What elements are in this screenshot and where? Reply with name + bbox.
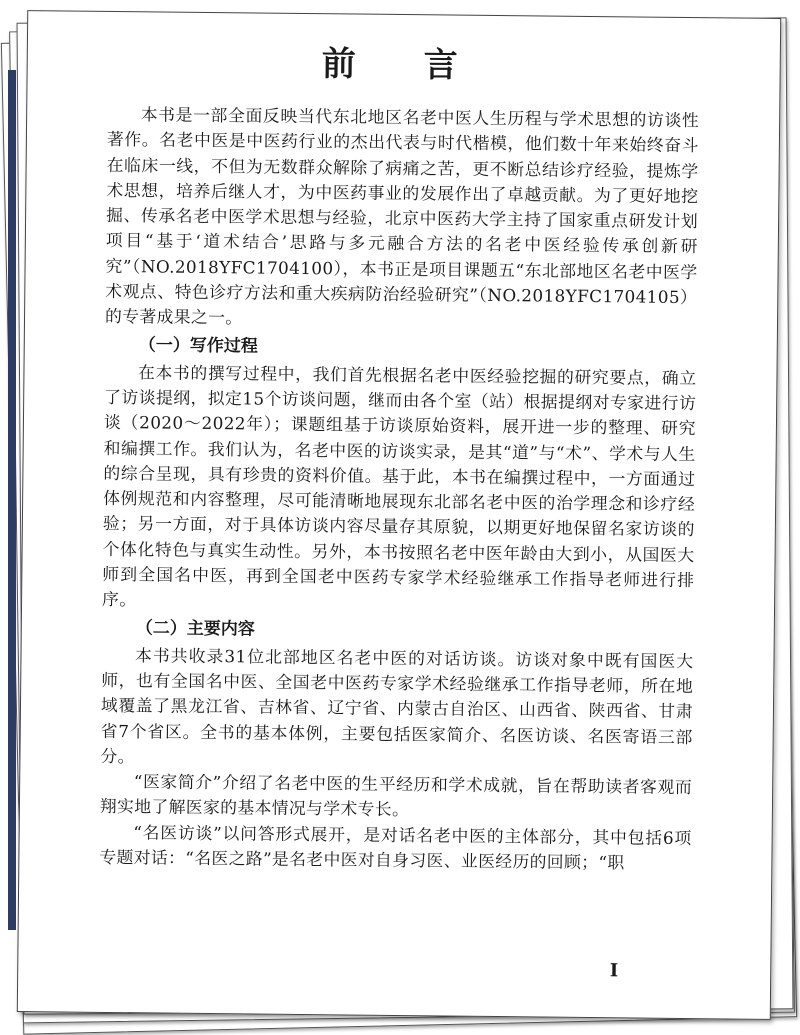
main-content-paragraph-2: “医家简介”介绍了名老中医的生平经历和学术成就，旨在帮助读者客观而翔实地了解医家的基本情况与学术专长。 (99, 771, 693, 820)
intro-paragraph: 本书是一部全面反映当代东北地区名老中医人生历程与学术思想的访谈性著作。名老中医是中医药行业的杰出代表与时代楷模，他们数十年来始终奋斗在临床一线，不但为无数群众解除了病痛之苦，更不断总结诊疗经验，提炼学术思想，培养后继人才，为中医药事业的发展作出了卓越贡献。为了更好地挖掘、传承名老中医学术思想与经验，北京中医药大学主持了国家重点研发计划项目“基于‘道术结合’思路与多元融合方法的名老中医经验传承创新研究”（NO.2018YFC1704100），本书正是项目课题五“东北部地区名老中医学术观点、特色诊疗方法和重大疾病防治经验研究”（NO.2018YFC1704105）的专著成果之一。 (104, 104, 700, 328)
section-heading-writing-process: （一）写作过程 (138, 334, 258, 357)
writing-process-paragraph: 在本书的撰写过程中，我们首先根据名老中医经验挖掘的研究要点，确立了访谈提纲，拟定15个访谈问题，继而由各个室（站）根据提纲对专家进行访谈（2020～2022年）；课题组基于访谈原始资料，展开进一步的整理、研究和编撰工作。我们认为，名老中医的访谈实录，是其“道”与“术”、学术与人生的综合呈现，具有珍贵的资料价值。基于此，本书在编撰过程中，一方面通过体例规范和内容整理，尽可能清晰地展现东北部名老中医的治学理念和诊疗经验；另一方面，对于具体访谈内容尽量存其原貌，以期更好地保留名家访谈的个体化特色与真实生动性。另外，本书按照名老中医年龄由大到小，从国医大师到全国名中医，再到全国老中医药专家学术经验继承工作指导老师进行排序。 (101, 361, 697, 610)
section-heading-main-content: （二）主要内容 (135, 617, 255, 640)
document-page (17, 10, 781, 1020)
main-content-paragraph-3: “名医访谈”以问答形式展开，是对话名老中医的主体部分，其中包括6项专题对话：“名医之路”是名老中医对自身习医、业医经历的回顾；“职 (99, 821, 692, 873)
page-number: I (609, 960, 619, 982)
book-cover-edge-left (8, 70, 16, 930)
main-content-paragraph-1: 本书共收录31位北部地区名老中医的对话访谈。访谈对象中既有国医大师，也有全国名中医、全国老中医药专家学术经验继承工作指导老师，所在地域覆盖了黑龙江省、吉林省、辽宁省、内蒙古自治区、山西省、陕西省、甘肃省7个省区。全书的基本体例，主要包括医家简介、名医访谈、名医寄语三部分。 (100, 644, 694, 767)
page-body (99, 102, 699, 876)
page-title: 前 言 (321, 44, 486, 86)
